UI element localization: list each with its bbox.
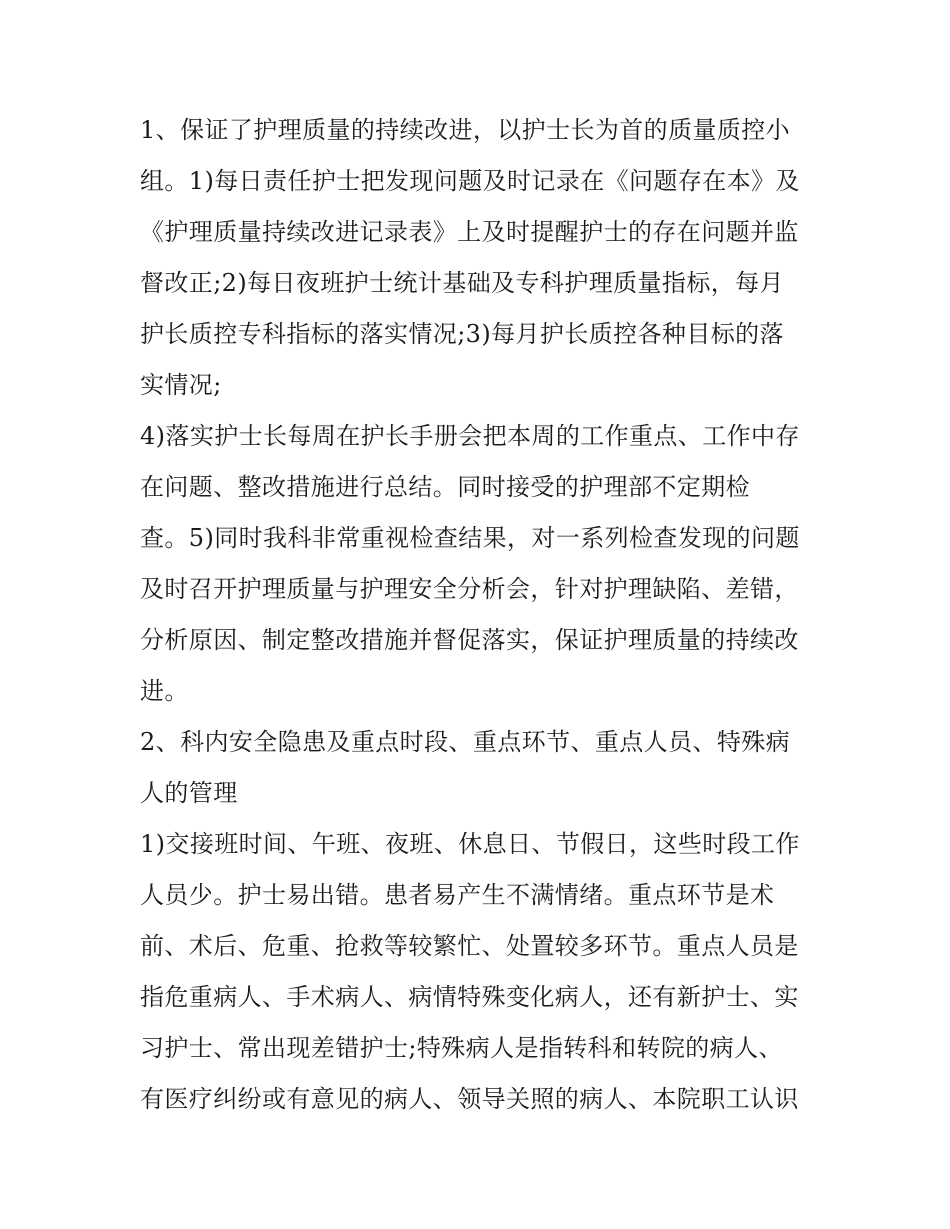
text-line: 人的管理 — [140, 779, 238, 807]
text-line: 查。5)同时我科非常重视检查结果，对一系列检查发现的问题 — [140, 524, 800, 552]
text-line: 1、保证了护理质量的持续改进，以护士长为首的质量质控小 — [140, 116, 791, 144]
text-line: 《护理质量持续改进记录表》上及时提醒护士的存在问题并监 — [140, 218, 799, 246]
text-line: 实情况; — [140, 371, 222, 399]
text-line: 组。1)每日责任护士把发现问题及时记录在《问题存在本》及 — [140, 167, 800, 195]
text-line: 前、术后、危重、抢救等较繁忙、处置较多环节。重点人员是 — [140, 932, 799, 960]
text-line: 有医疗纠纷或有意见的病人、领导关照的病人、本院职工认识 — [140, 1085, 799, 1113]
text-line: 及时召开护理质量与护理安全分析会，针对护理缺陷、差错， — [140, 575, 799, 603]
text-line: 在问题、整改措施进行总结。同时接受的护理部不定期检 — [140, 473, 750, 501]
text-line: 督改正;2)每日夜班护士统计基础及专科护理质量指标，每月 — [140, 269, 784, 297]
text-line: 指危重病人、手术病人、病情特殊变化病人，还有新护士、实 — [140, 983, 799, 1011]
text-line: 人员少。护士易出错。患者易产生不满情绪。重点环节是术 — [140, 881, 775, 909]
text-line: 1)交接班时间、午班、夜班、休息日、节假日，这些时段工作 — [140, 830, 800, 858]
text-line: 护长质控专科指标的落实情况;3)每月护长质控各种目标的落 — [140, 320, 784, 348]
text-line: 进。 — [140, 677, 189, 705]
text-line: 2、科内安全隐患及重点时段、重点环节、重点人员、特殊病 — [140, 728, 791, 756]
text-line: 分析原因、制定整改措施并督促落实，保证护理质量的持续改 — [140, 626, 799, 654]
text-line: 4)落实护士长每周在护长手册会把本周的工作重点、工作中存 — [140, 422, 800, 450]
text-line: 习护士、常出现差错护士;特殊病人是指转科和转院的病人、 — [140, 1034, 783, 1062]
